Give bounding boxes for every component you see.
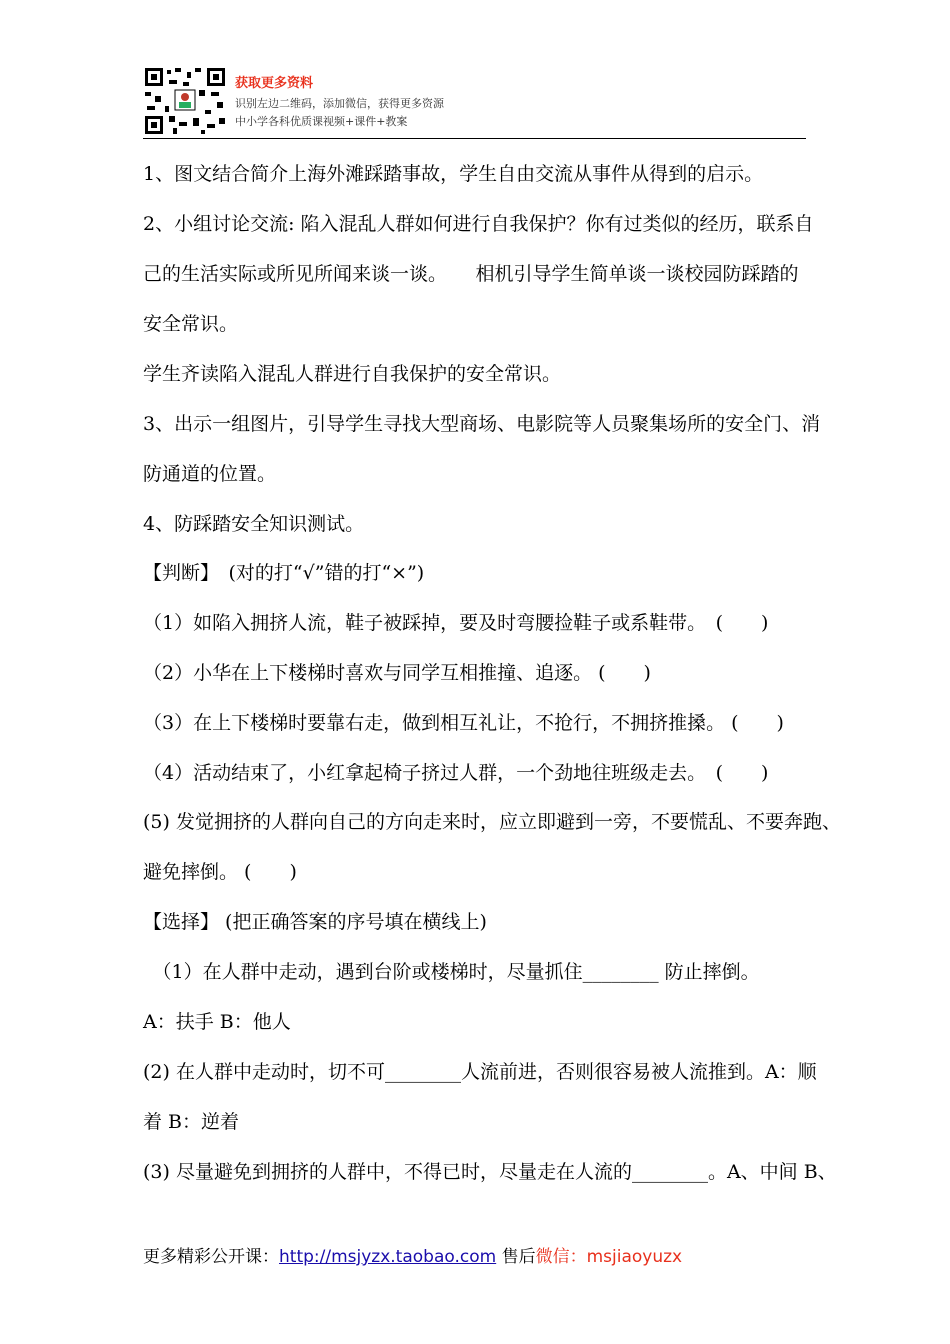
question-item: （1）如陷入拥挤人流，鞋子被踩掉，要及时弯腰捡鞋子或系鞋带。 ( ) [143,612,769,634]
footer-prefix: 更多精彩公开课： [143,1247,279,1267]
question-item: （3）在上下楼梯时要靠右走，做到相互礼让，不抢行，不拥挤推搡。 ( ) [143,712,784,734]
body-line: 1、图文结合简介上海外滩踩踏事故，学生自由交流从事件从得到的启示。 [143,163,764,185]
body-line: 2、小组讨论交流: 陷入混乱人群如何进行自我保护？你有过类似的经历，联系自 [143,213,814,235]
footer-wechat-label: 微信： [535,1247,587,1267]
body-line: 安全常识。 [143,313,239,335]
footer-after-sales: 售后 [496,1247,536,1267]
footer-link[interactable]: http://msjyzx.taobao.com [279,1247,497,1267]
footer [143,1242,682,1267]
body-line: 3、出示一组图片，引导学生寻找大型商场、电影院等人员聚集场所的安全门、消 [143,413,821,435]
question-item: (3) 尽量避免到拥挤的人群中，不得已时，尽量走在人流的________。A、中间 B、 [143,1161,837,1183]
answer-options: 着 B：逆着 [143,1111,240,1133]
question-item: （1）在人群中走动，遇到台阶或楼梯时，尽量抓住________ 防止摔倒。 [143,961,760,983]
question-item: (5) 发觉拥挤的人群向自己的方向走来时，应立即避到一旁，不要慌乱、不要奔跑、 [143,811,841,833]
qr-code-icon[interactable] [143,66,227,136]
answer-options: A：扶手 B：他人 [143,1011,291,1033]
section-heading-judgement: 【判断】 (对的打“√”错的打“×”) [143,562,425,584]
question-item: (2) 在人群中走动时，切不可________人流前进，否则很容易被人流推到。A：顺 [143,1061,817,1083]
question-item: （2）小华在上下楼梯时喜欢与同学互相推撞、追逐。 ( ) [143,662,651,684]
question-item: （4）活动结束了，小红拿起椅子挤过人群，一个劲地往班级走去。 ( ) [143,762,769,784]
promo-title: 获取更多资料 [235,76,314,91]
footer-wechat-id: msjiaoyuzx [586,1247,683,1267]
promo-line-1: 识别左边二维码，添加微信，获得更多资源 [235,97,444,110]
promo-line-2: 中小学各科优质课视频+课件+教案 [235,115,408,128]
question-item: 避免摔倒。 ( ) [143,861,297,883]
header-banner [143,64,806,139]
body-line: 4、防踩踏安全知识测试。 [143,513,365,535]
body-line: 防通道的位置。 [143,463,277,485]
body-line: 己的生活实际或所见所闻来谈一谈。 相机引导学生简单谈一谈校园防踩踏的 [143,263,799,285]
body-line: 学生齐读陷入混乱人群进行自我保护的安全常识。 [143,363,562,385]
section-heading-choice: 【选择】 (把正确答案的序号填在横线上) [143,911,487,933]
